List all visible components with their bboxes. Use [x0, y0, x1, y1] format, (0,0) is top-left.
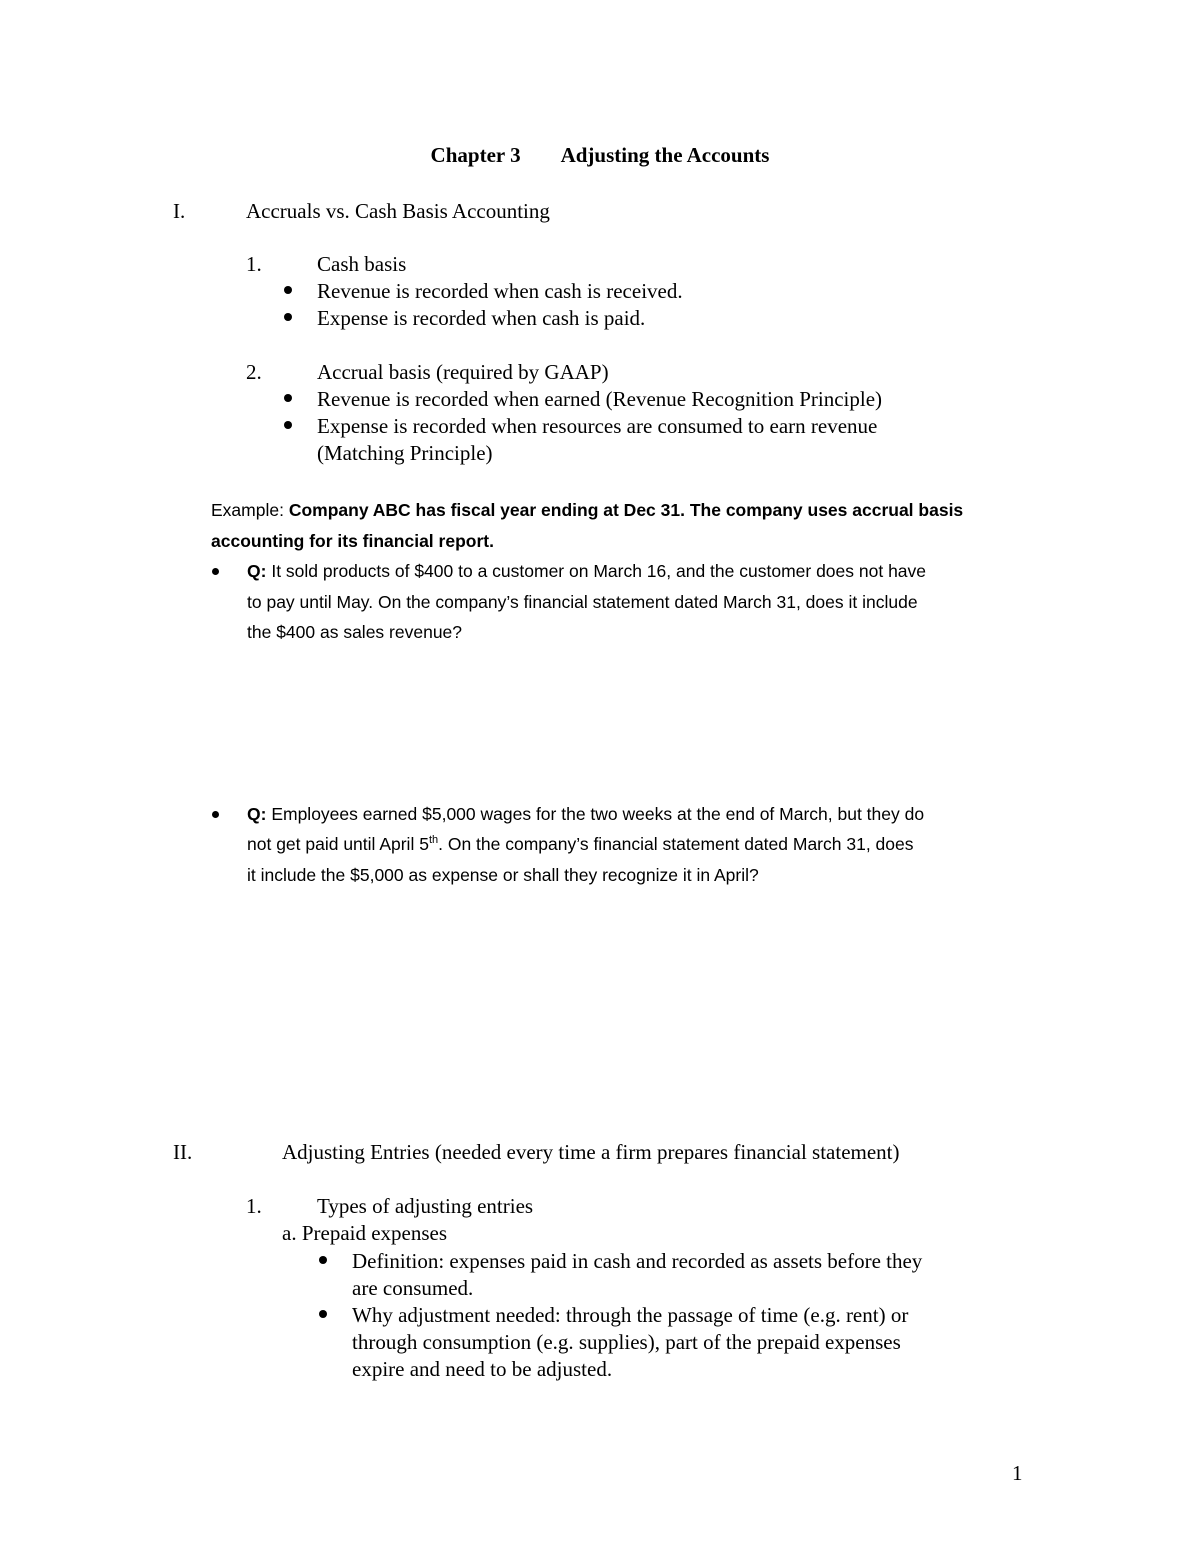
section-2-item-1-label: Types of adjusting entries	[317, 1194, 534, 1218]
cash-basis-bullet-2: Expense is recorded when cash is paid.	[317, 306, 646, 330]
question-1-line-1: Q: It sold products of $400 to a customer on March 16, and the customer does not have	[247, 561, 927, 581]
example-text-1: Company ABC has fiscal year ending at Dec 31. The company uses accrual basis	[288, 500, 964, 520]
section-2-numeral: II.	[173, 1140, 193, 1164]
page-title	[0, 143, 1200, 168]
accrual-bullet-2-cont: (Matching Principle)	[317, 441, 493, 465]
page-number: 1	[1012, 1461, 1023, 1485]
bullet-icon	[212, 568, 219, 575]
bullet-icon	[284, 286, 292, 294]
section-1-numeral: I.	[173, 199, 186, 223]
question-2-line-3: it include the $5,000 as expense or shall they recognize it in April?	[247, 865, 759, 885]
section-2-heading: Adjusting Entries (needed every time a firm prepares financial statement)	[282, 1140, 900, 1164]
question-1-line-3: the $400 as sales revenue?	[247, 622, 463, 642]
bullet-icon	[284, 394, 292, 402]
example-line-1	[211, 495, 963, 526]
section-2-item-1-number: 1.	[246, 1194, 262, 1218]
item-2-label: Accrual basis (required by GAAP)	[317, 360, 609, 384]
question-1-line-2: to pay until May. On the company’s financial statement dated March 31, does it include	[247, 592, 918, 612]
why-adjust-line-1: Why adjustment needed: through the passage of time (e.g. rent) or	[352, 1303, 909, 1327]
bullet-icon	[284, 421, 292, 429]
chapter-label: Chapter 3	[430, 143, 521, 167]
bullet-icon	[319, 1256, 327, 1264]
bullet-icon	[319, 1310, 327, 1318]
accrual-bullet-1: Revenue is recorded when earned (Revenue Recognition Principle)	[317, 387, 883, 411]
bullet-icon	[212, 811, 219, 818]
question-label: Q:	[247, 804, 267, 824]
example-label: Example:	[211, 500, 284, 520]
item-1-number: 1.	[246, 252, 262, 276]
definition-line-1: Definition: expenses paid in cash and recorded as assets before they	[352, 1249, 923, 1273]
question-2-line-2: not get paid until April 5th. On the company’s financial statement dated March 31, does	[247, 834, 914, 854]
prepaid-expenses-heading: a. Prepaid expenses	[282, 1221, 448, 1245]
item-1-label: Cash basis	[317, 252, 407, 276]
why-adjust-line-2: through consumption (e.g. supplies), part of the prepaid expenses	[352, 1330, 901, 1354]
question-label: Q:	[247, 561, 267, 581]
item-2-number: 2.	[246, 360, 262, 384]
cash-basis-bullet-1: Revenue is recorded when cash is received.	[317, 279, 683, 303]
question-2-line-1: Q: Employees earned $5,000 wages for the two weeks at the end of March, but they do	[247, 804, 925, 824]
example-line-2: accounting for its financial report.	[211, 531, 494, 551]
chapter-name: Adjusting the Accounts	[560, 143, 770, 167]
bullet-icon	[284, 313, 292, 321]
definition-line-2: are consumed.	[352, 1276, 474, 1300]
accrual-bullet-2: Expense is recorded when resources are consumed to earn revenue	[317, 414, 878, 438]
section-1-heading: Accruals vs. Cash Basis Accounting	[246, 199, 550, 223]
why-adjust-line-3: expire and need to be adjusted.	[352, 1357, 613, 1381]
